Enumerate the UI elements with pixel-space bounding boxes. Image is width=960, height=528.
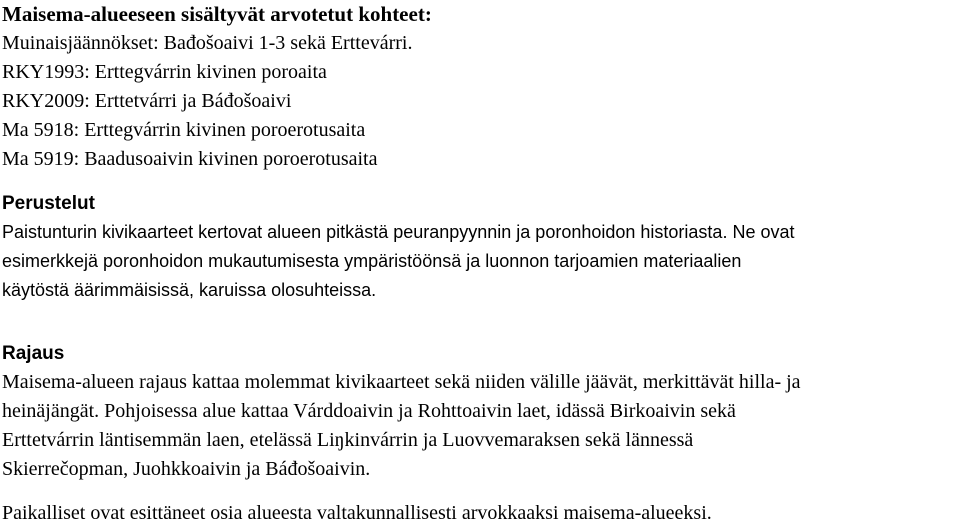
boundary-section: [2, 339, 960, 484]
boundary-heading: Rajaus: [2, 343, 65, 364]
footer-text: Paikalliset ovat esittäneet osia alueesta valtakunnallisesti arvokkaaksi maisema-alueeksi.: [2, 502, 712, 524]
valued-sites-heading: Maisema-alueeseen sisältyvät arvotetut kohteet:: [2, 2, 432, 26]
justification-line: Paistunturin kivikaarteet kertovat alueen pitkästä peuranpyynnin ja poronhoidon historiasta. Ne ovat: [2, 222, 795, 242]
boundary-line: heinäjängät. Pohjoisessa alue kattaa Várddoaivin ja Rohttoaivin laet, idässä Birkoaivin sekä: [2, 400, 736, 422]
boundary-line: Skierrečopman, Juohkkoaivin ja Báđošoaivin.: [2, 458, 371, 480]
valued-site-line: RKY2009: Erttetvárri ja Báđošoaivi: [2, 90, 292, 112]
justification-line: käytöstä äärimmäisissä, karuissa olosuhteissa.: [2, 280, 377, 300]
justification-heading: Perustelut: [2, 193, 95, 214]
valued-site-line: RKY1993: Erttegvárrin kivinen poroaita: [2, 61, 327, 83]
justification-section: [2, 189, 960, 305]
boundary-line: Maisema-alueen rajaus kattaa molemmat kivikaarteet sekä niiden välille jäävät, merkittävät hilla- ja: [2, 371, 801, 393]
justification-line: esimerkkejä poronhoidon mukautumisesta ympäristöönsä ja luonnon tarjoamien materiaalien: [2, 251, 742, 271]
boundary-line: Erttetvárrin läntisemmän laen, etelässä Liŋkinvárrin ja Luovvemaraksen sekä lännessä: [2, 429, 694, 451]
valued-site-line: Muinaisjäännökset: Bađošoaivi 1-3 sekä Erttevárri.: [2, 32, 413, 54]
valued-site-line: Ma 5919: Baadusoaivin kivinen poroerotusaita: [2, 148, 378, 170]
valued-site-line: Ma 5918: Erttegvárrin kivinen poroerotusaita: [2, 119, 366, 141]
valued-sites-section: [2, 0, 960, 174]
